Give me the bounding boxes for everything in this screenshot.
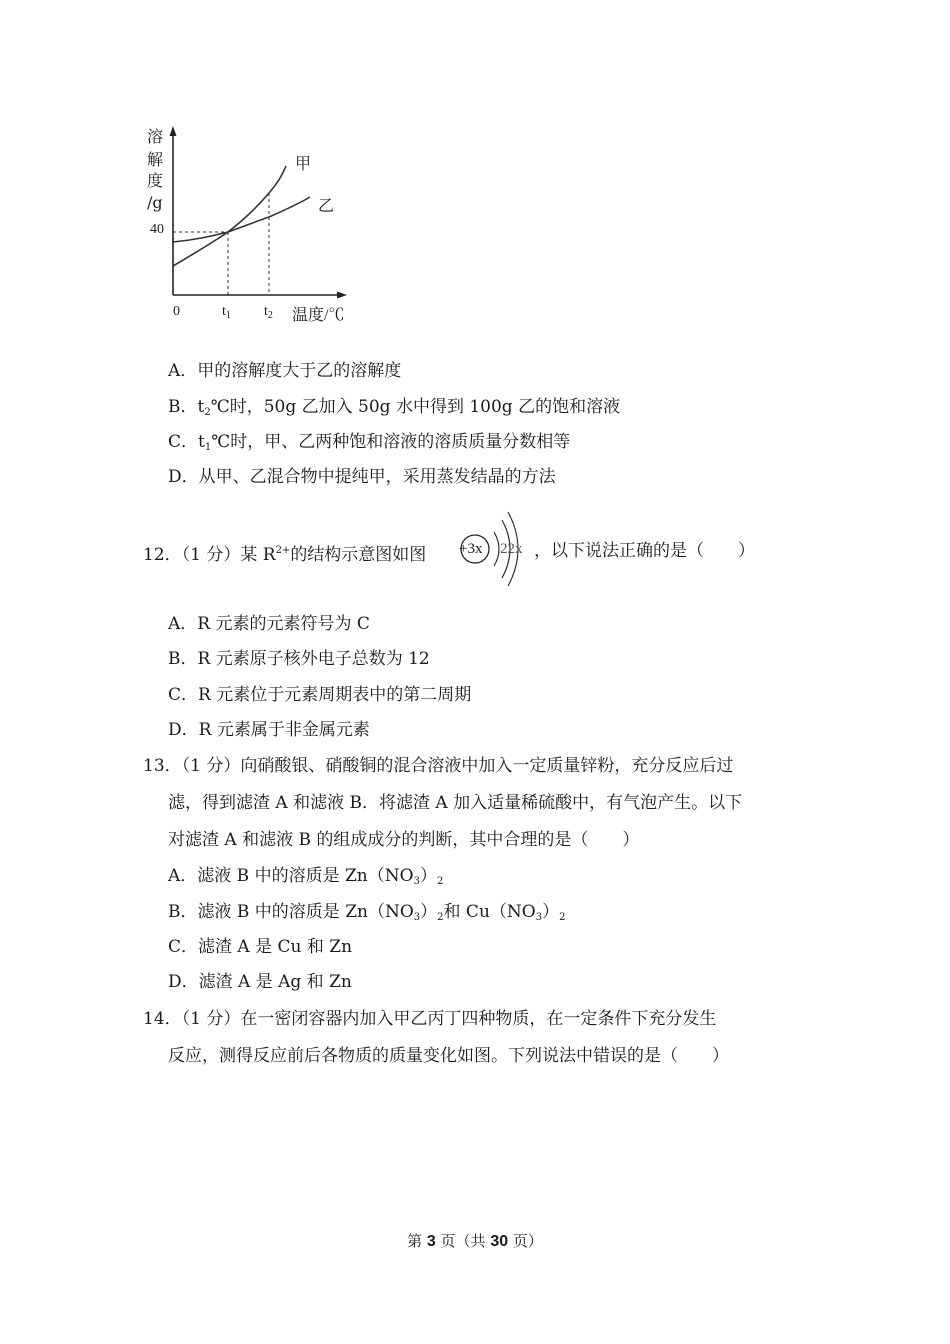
y-label-char-2: 解 [147, 150, 164, 169]
series-jia-curve [173, 166, 286, 266]
q14-stem-line-2: 反应，测得反应前后各物质的质量变化如图。下列说法中错误的是（ ） [168, 1046, 729, 1066]
q13-option-d: D．滤渣 A 是 Ag 和 Zn [168, 972, 352, 992]
y-tick-40: 40 [150, 222, 164, 237]
q12-option-c: C．R 元素位于元素周期表中的第二周期 [168, 685, 472, 705]
atom-nucleus-charge: +3x [459, 541, 483, 557]
page-footer: 第 3 页（共 30 页） [407, 1232, 543, 1250]
y-axis-arrow [170, 126, 177, 136]
q13-option-c: C．滤渣 A 是 Cu 和 Zn [168, 937, 353, 957]
x-tick-t2: $t_2$ [264, 304, 273, 321]
q13-stem-line-3: 对滤渣 A 和滤液 B 的组成成分的判断，其中合理的是（ ） [168, 830, 640, 850]
q13-option-b: B．滤液 B 中的溶质是 $Zn(NO_3)_2$和 $Cu(NO_3)_2$ [168, 902, 566, 923]
q12-option-a: A．R 元素的元素符号为 C [168, 614, 370, 634]
y-label-char-4: /g [147, 193, 163, 212]
q12-option-b: B．R 元素原子核外电子总数为 12 [168, 649, 430, 669]
q11-option-b: B．$t_2℃$时，50g 乙加入 50g 水中得到 100g 乙的饱和溶液 [168, 397, 621, 418]
q11-option-a: A．甲的溶解度大于乙的溶解度 [168, 361, 402, 381]
q11-option-c: C．$t_1℃$时，甲、乙两种饱和溶液的溶质质量分数相等 [168, 432, 571, 453]
q13-stem-line-2: 滤，得到滤渣 A 和滤液 B．将滤渣 A 加入适量稀硫酸中，有气泡产生。以下 [168, 793, 743, 813]
total-page-count: 30 [490, 1233, 509, 1250]
current-page-number: 3 [426, 1233, 436, 1250]
shell-arc-1 [494, 532, 499, 566]
q13-stem-line-1: 13．（1 分）向硝酸银、硝酸铜的混合溶液中加入一定质量锌粉，充分反应后过 [143, 756, 734, 776]
x-axis-arrow [337, 292, 347, 299]
y-label-char-1: 溶 [147, 127, 164, 146]
series-jia-label: 甲 [295, 156, 312, 173]
q12-stem: 12．（1 分）某 $R^{2+}$的结构示意图如图 [143, 545, 427, 565]
series-yi-curve [173, 197, 310, 242]
atom-shell-electrons: 22x [500, 541, 523, 557]
x-tick-origin: 0 [173, 304, 180, 319]
series-yi-label: 乙 [318, 198, 335, 215]
y-label-char-3: 度 [147, 171, 164, 190]
solubility-chart [140, 120, 360, 330]
x-axis-label: 温度/℃ [292, 307, 345, 324]
q12-stem-tail: ，以下说法正确的是（ ） [534, 541, 755, 561]
q11-option-d: D．从甲、乙混合物中提纯甲，采用蒸发结晶的方法 [168, 467, 556, 487]
x-tick-t1: $t_1$ [222, 304, 231, 321]
q12-option-d: D．R 元素属于非金属元素 [168, 720, 370, 740]
q13-option-a: A．滤液 B 中的溶质是 $Zn(NO_3)_2$ [168, 866, 444, 887]
q14-stem-line-1: 14．（1 分）在一密闭容器内加入甲乙丙丁四种物质，在一定条件下充分发生 [143, 1009, 717, 1029]
